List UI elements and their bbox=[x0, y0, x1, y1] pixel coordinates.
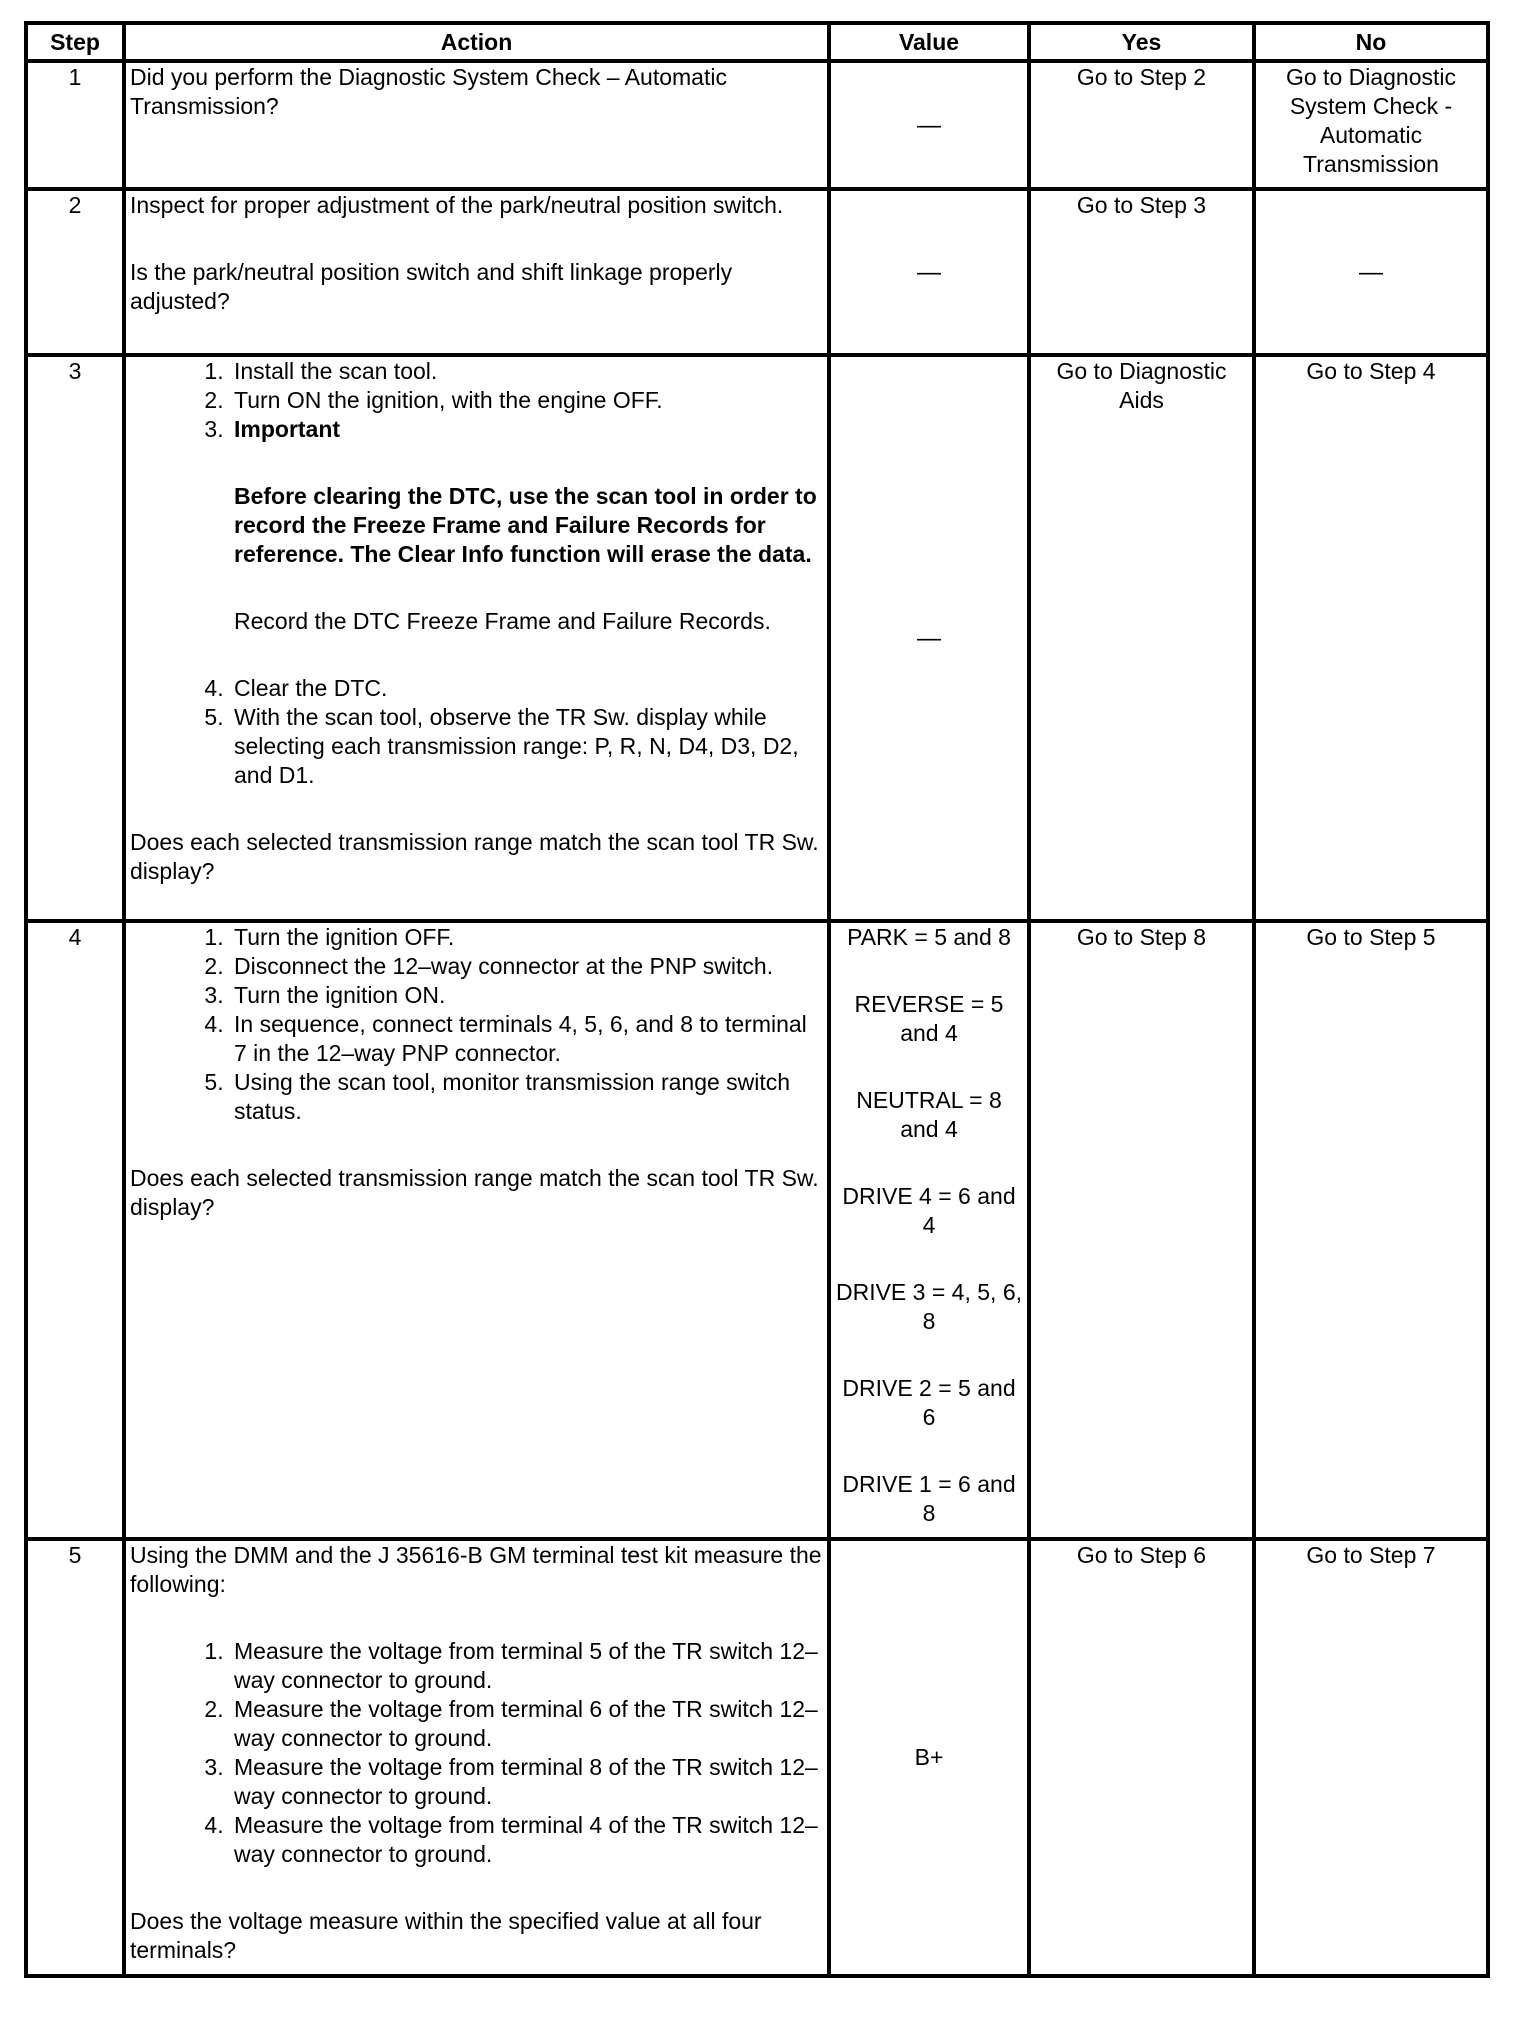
value-item: PARK = 5 and 8 bbox=[847, 924, 1011, 950]
yes-cell: Go to Step 3 bbox=[1029, 189, 1254, 355]
step-number: 2 bbox=[26, 189, 124, 355]
action-question: Is the park/neutral position switch and shift linkage properly adjusted? bbox=[130, 259, 733, 314]
action-step: 2. Disconnect the 12–way connector at the PNP switch. bbox=[230, 952, 823, 981]
important-title: 3. Important bbox=[234, 416, 341, 442]
action-steps bbox=[130, 357, 823, 790]
no-cell: Go to Step 5 bbox=[1254, 921, 1488, 1539]
yes-cell: Go to Diagnostic Aids bbox=[1029, 355, 1254, 921]
yes-cell: Go to Step 6 bbox=[1029, 1539, 1254, 1976]
step-number: 1 bbox=[26, 61, 124, 189]
action-step: 5. Using the scan tool, monitor transmission range switch status. bbox=[230, 1068, 823, 1126]
action-question: Did you perform the Diagnostic System Check – Automatic Transmission? bbox=[130, 64, 727, 119]
diagnostic-table bbox=[24, 21, 1490, 1978]
action-cell bbox=[124, 189, 829, 355]
no-cell: Go to Step 4 bbox=[1254, 355, 1488, 921]
header-no: No bbox=[1254, 23, 1488, 61]
action-cell bbox=[124, 1539, 829, 1976]
action-step: 4. Clear the DTC. bbox=[230, 674, 823, 703]
value-cell bbox=[829, 61, 1029, 189]
action-step: 2. Turn ON the ignition, with the engine OFF. bbox=[230, 386, 823, 415]
action-step: 3. Measure the voltage from terminal 8 of the TR switch 12–way connector to ground. bbox=[230, 1753, 823, 1811]
action-step: 1. Install the scan tool. bbox=[230, 357, 823, 386]
action-step: 3. Turn the ignition ON. bbox=[230, 981, 823, 1010]
value-cell bbox=[829, 355, 1029, 921]
action-question: Does the voltage measure within the specified value at all four terminals? bbox=[130, 1908, 762, 1963]
action-step: 5. With the scan tool, observe the TR Sw. display while selecting each transmission range: P, R, N, D4, D3, D2, and D1. bbox=[230, 703, 823, 790]
action-question: Does each selected transmission range match the scan tool TR Sw. display? bbox=[130, 1165, 819, 1220]
value-text: — bbox=[917, 258, 941, 286]
action-intro: Inspect for proper adjustment of the park/neutral position switch. bbox=[130, 192, 784, 218]
value-item: REVERSE = 5 and 4 bbox=[854, 991, 1004, 1046]
important-action: Record the DTC Freeze Frame and Failure Records. bbox=[234, 608, 771, 634]
table-row-step-2 bbox=[26, 189, 1488, 355]
value-item: NEUTRAL = 8 and 4 bbox=[856, 1087, 1002, 1142]
action-step-important bbox=[230, 415, 823, 636]
no-cell: Go to Step 7 bbox=[1254, 1539, 1488, 1976]
important-text: Before clearing the DTC, use the scan tool in order to record the Freeze Frame and Failure Records for reference. The Clear Info function will erase the data. bbox=[234, 483, 817, 567]
action-step: 4. Measure the voltage from terminal 4 of the TR switch 12–way connector to ground. bbox=[230, 1811, 823, 1869]
value-item: DRIVE 3 = 4, 5, 6, 8 bbox=[835, 1279, 1022, 1334]
value-cell bbox=[829, 921, 1029, 1539]
header-yes: Yes bbox=[1029, 23, 1254, 61]
no-text: — bbox=[1359, 258, 1383, 286]
value-cell: B+ bbox=[829, 1539, 1029, 1976]
header-step: Step bbox=[26, 23, 124, 61]
step-number: 4 bbox=[26, 921, 124, 1539]
yes-cell: Go to Step 8 bbox=[1029, 921, 1254, 1539]
table-row-step-4 bbox=[26, 921, 1488, 1539]
action-question: Does each selected transmission range match the scan tool TR Sw. display? bbox=[130, 829, 819, 884]
table-row-step-5 bbox=[26, 1539, 1488, 1976]
value-item: DRIVE 2 = 5 and 6 bbox=[842, 1375, 1016, 1430]
no-cell bbox=[1254, 189, 1488, 355]
header-value: Value bbox=[829, 23, 1029, 61]
step-number: 5 bbox=[26, 1539, 124, 1976]
no-cell: Go to Diagnostic System Check - Automatic Transmission bbox=[1254, 61, 1488, 189]
action-step: 1. Turn the ignition OFF. bbox=[230, 923, 823, 952]
step-number: 3 bbox=[26, 355, 124, 921]
header-row bbox=[26, 23, 1488, 61]
value-text: — bbox=[917, 624, 941, 652]
table-row-step-1 bbox=[26, 61, 1488, 189]
action-intro: Using the DMM and the J 35616-B GM terminal test kit measure the following: bbox=[130, 1542, 822, 1597]
value-cell bbox=[829, 189, 1029, 355]
action-step: 4. In sequence, connect terminals 4, 5, 6, and 8 to terminal 7 in the 12–way PNP connector. bbox=[230, 1010, 823, 1068]
yes-cell: Go to Step 2 bbox=[1029, 61, 1254, 189]
action-cell bbox=[124, 355, 829, 921]
action-cell bbox=[124, 921, 829, 1539]
action-step: 2. Measure the voltage from terminal 6 of the TR switch 12–way connector to ground. bbox=[230, 1695, 823, 1753]
value-item: DRIVE 1 = 6 and 8 bbox=[842, 1471, 1016, 1526]
header-action: Action bbox=[124, 23, 829, 61]
value-text: — bbox=[917, 111, 941, 139]
action-steps bbox=[130, 1637, 823, 1869]
table-row-step-3 bbox=[26, 355, 1488, 921]
action-steps bbox=[130, 923, 823, 1126]
action-step: 1. Measure the voltage from terminal 5 of the TR switch 12–way connector to ground. bbox=[230, 1637, 823, 1695]
value-item: DRIVE 4 = 6 and 4 bbox=[842, 1183, 1016, 1238]
action-cell bbox=[124, 61, 829, 189]
